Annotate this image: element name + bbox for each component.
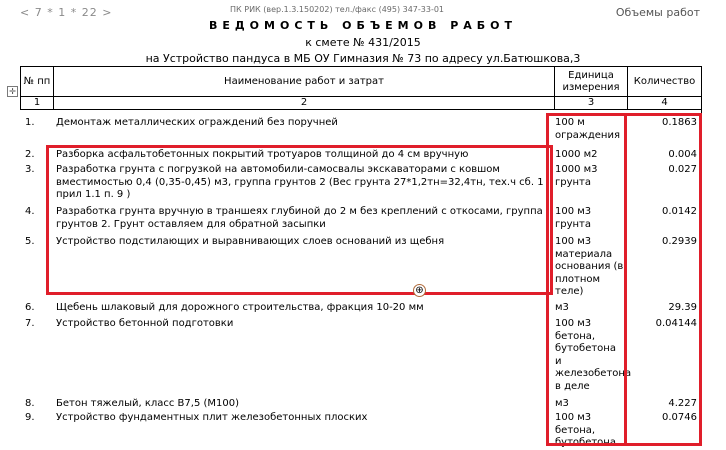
row-number: 2. — [25, 149, 35, 160]
table-move-handle-icon[interactable]: ✛ — [7, 86, 18, 97]
column-number-2: 2 — [54, 97, 555, 110]
row-description: Щебень шлаковый для дорожного строительства, фракция 10-20 мм — [56, 302, 424, 313]
row-description: Разборка асфальтобетонных покрытий тротуаров толщиной до 4 см вручную — [56, 149, 469, 160]
object-description: на Устройство пандуса в МБ ОУ Гимназия № 73 по адресу ул.Батюшкова,3 — [145, 52, 581, 65]
column-header-num: № пп — [21, 67, 54, 97]
program-info: ПК РИК (вер.1.3.150202) тел./факс (495) 347-33-01 — [230, 5, 445, 14]
highlight-box-description — [46, 145, 553, 295]
row-unit: 100 м3 бетона, бутобетона — [555, 412, 616, 448]
row-unit: 1000 м2 — [555, 149, 598, 160]
row-insert-icon[interactable]: ⊕ — [413, 284, 426, 297]
row-number: 4. — [25, 206, 35, 217]
row-number: 7. — [25, 318, 35, 329]
row-quantity: 0.0746 — [662, 412, 697, 423]
row-quantity: 0.1863 — [662, 117, 697, 128]
row-unit: 100 м3 грунта — [555, 206, 592, 230]
highlight-box-units — [546, 113, 632, 446]
row-quantity: 0.2939 — [662, 236, 697, 247]
page-title: ВЕДОМОСТЬ ОБЪЕМОВ РАБОТ — [208, 19, 518, 32]
row-unit: 100 м3 материала основания (в плотном теле) — [555, 236, 624, 297]
row-quantity: 0.04144 — [655, 318, 697, 329]
row-description: Демонтаж металлических ограждений без поручней — [56, 117, 338, 128]
works-volume-table-header — [20, 66, 702, 110]
row-quantity: 4.227 — [668, 398, 697, 409]
row-number: 1. — [25, 117, 35, 128]
column-header-unit: Единица измерения — [555, 67, 628, 97]
column-number-4: 4 — [628, 97, 702, 110]
row-description: Устройство бетонной подготовки — [56, 318, 234, 329]
row-number: 6. — [25, 302, 35, 313]
row-unit: м3 — [555, 302, 569, 313]
row-description: Разработка грунта вручную в траншеях глубиной до 2 м без креплений с откосами, группа грунтов 2. Грунт оставляем для обратной засыпки — [56, 206, 543, 230]
row-quantity: 0.0142 — [662, 206, 697, 217]
column-number-1: 1 — [21, 97, 54, 110]
row-unit: 1000 м3 грунта — [555, 164, 598, 188]
row-number: 9. — [25, 412, 35, 423]
row-number: 8. — [25, 398, 35, 409]
estimate-reference: к смете № 431/2015 — [305, 36, 421, 49]
row-unit: 100 м ограждения — [555, 117, 620, 141]
row-quantity: 0.027 — [668, 164, 697, 175]
row-description: Разработка грунта с погрузкой на автомобили-самосвалы экскаваторами с ковшом вместимостью 0,4 (0,35-0,45) м3, группа грунтов 2 (Вес грунта 27*1,2тн=32,4тн, тех.ч сб. 1 прил 1.1 п. 9 ) — [56, 164, 544, 200]
row-description: Устройство фундаментных плит железобетонных плоских — [56, 412, 368, 423]
row-description: Устройство подстилающих и выравнивающих слоев оснований из щебня — [56, 236, 445, 247]
row-quantity: 0.004 — [668, 149, 697, 160]
row-unit: 100 м3 бетона, бутобетона и железобетона в деле — [555, 318, 632, 392]
column-header-qty: Количество — [628, 67, 702, 97]
document-kind: Объемы работ — [615, 6, 700, 19]
column-number-3: 3 — [555, 97, 628, 110]
row-number: 5. — [25, 236, 35, 247]
row-description: Бетон тяжелый, класс В7,5 (М100) — [56, 398, 240, 409]
row-quantity: 29.39 — [668, 302, 697, 313]
column-header-name: Наименование работ и затрат — [54, 67, 555, 97]
row-unit: м3 — [555, 398, 569, 409]
row-number: 3. — [25, 164, 35, 175]
page-indicator[interactable]: < 7 * 1 * 22 > — [20, 6, 113, 19]
